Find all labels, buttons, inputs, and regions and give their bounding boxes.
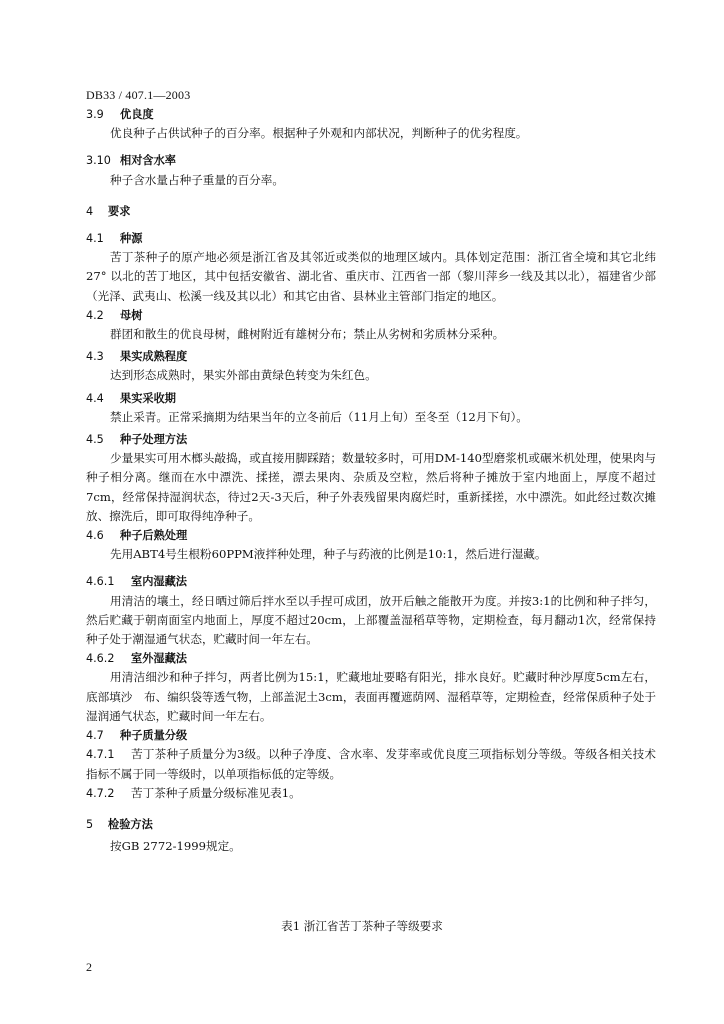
section-number: 4.6 [86,529,104,543]
section-title: 相对含水率 [120,154,176,168]
section-paragraph: 优良种子占供试种子的百分率。根据种子外观和内部状况，判断种子的优劣程度。 [110,126,528,141]
section-heading [86,151,656,170]
section-number: 4.7.1 [86,748,115,762]
section-heading [86,430,656,449]
clause-paragraph [86,745,656,783]
section-number: 4.2 [86,308,104,322]
section-paragraph: 按GB 2772-1999规定。 [110,839,241,854]
section-heading [86,389,656,408]
section-number: 4.6.1 [86,575,115,589]
clause-paragraph [86,784,656,803]
section-title: 种源 [120,232,143,246]
section-title: 种子后熟处理 [120,529,188,543]
section-heading [86,229,656,248]
section-paragraph: 禁止采青。正常采摘期为结果当年的立冬前后（11月上旬）至冬至（12月下旬）。 [110,409,528,424]
section-number: 4.7 [86,729,104,743]
section-heading [86,306,656,325]
section-heading [86,347,656,366]
section-title: 母树 [120,308,143,322]
subsection-heading [86,649,656,668]
section-title: 要求 [108,204,131,218]
section-number: 4.7.2 [86,786,115,800]
section-paragraph: 达到形态成熟时，果实外部由黄绿色转变为朱红色。 [110,368,377,383]
chapter-heading [86,202,656,221]
page-number: 2 [86,960,92,974]
section-paragraph: 少量果实可用木榔头敲捣，或直接用脚踩踏；数量较多时，可用DM-140型磨浆机或碾米机处理，使果肉与种子相分离。继而在水中漂洗、揉搓，漂去果肉、杂质及空粒，然后将种子摊放于室内地面上，厚度不超过7cm，经常保持湿润状态，待过2天-3天后，种子外表残留果肉腐烂时，重新揉搓，水中漂洗。如此经过数次摊放、擦洗后，即可取得纯净种子。 [86,451,656,523]
section-number: 4 [86,204,94,218]
section-paragraph: 种子含水量占种子重量的百分率。 [110,172,284,187]
section-paragraph: 苦丁茶种子的原产地必须是浙江省及其邻近或类似的地理区域内。具体划定范围：浙江省全境和其它北纬27° 以北的苦丁地区，其中包括安徽省、湖北省、重庆市、江西省一部（黎川萍乡一线及其以北），福建省少部（光泽、武夷山、松溪一线及其以北）和其它由省、县林业主管部门指定的地区。 [86,250,656,303]
section-paragraph: 群团和散生的优良母树，雌树附近有雄树分布；禁止从劣树和劣质林分采种。 [110,327,505,342]
section-heading [86,526,656,545]
section-title: 检验方法 [108,817,153,831]
section-number: 5 [86,817,94,831]
subsection-heading [86,572,656,591]
clause-text: 苦丁茶种子质量分级标准见表1。 [131,785,301,800]
section-number: 4.5 [86,433,104,447]
section-paragraph: 用清洁细沙和种子拌匀，两者比例为15:1，贮藏地址要略有阳光，排水良好。贮藏时种沙厚度5cm左右，底部填沙 布、编织袋等透气物，上部盖泥土3cm，表面再覆遮荫网、湿稻草等，定期检查，经常保质种子处于湿润通气状态，贮藏时间一年左右。 [86,670,656,723]
section-title: 果实成熟程度 [120,350,188,364]
section-number: 4.1 [86,232,104,246]
document-body [86,105,656,856]
section-number: 3.10 [86,154,111,168]
section-number: 4.4 [86,391,104,405]
chapter-heading [86,815,656,834]
section-title: 种子质量分级 [120,729,188,743]
clause-text: 苦丁茶种子质量分为3级。以种子净度、含水率、发芽率或优良度三项指标划分等级。等级各相关技术指标不属于同一等级时，以单项指标低的定等级。 [86,747,656,781]
section-number: 3.9 [86,108,104,121]
section-number: 4.3 [86,350,104,364]
standard-number: DB33 / 407.1—2003 [86,88,191,102]
section-number: 4.6.2 [86,652,115,666]
section-heading [86,105,656,124]
section-paragraph: 用清洁的壤土，经日晒过筛后拌水至以手捏可成团，放开后触之能散开为度。并按3:1的比例和种子拌匀，然后贮藏于朝南面室内地面上，厚度不超过20cm，上部覆盖湿稻草等物，定期检查，每月翻动1次，经常保持种子处于潮湿通气状态，贮藏时间一年左右。 [86,593,656,647]
section-title: 室外湿藏法 [131,652,187,666]
section-title: 种子处理方法 [120,433,188,447]
section-title: 室内湿藏法 [131,575,187,589]
section-heading [86,726,656,745]
table-caption: 表1 浙江省苦丁茶种子等级要求 [281,919,443,933]
section-title: 优良度 [120,108,154,121]
section-paragraph: 先用ABT4号生根粉60PPM液拌种处理，种子与药液的比例是10:1，然后进行湿藏。 [110,547,547,562]
section-title: 果实采收期 [120,391,176,405]
